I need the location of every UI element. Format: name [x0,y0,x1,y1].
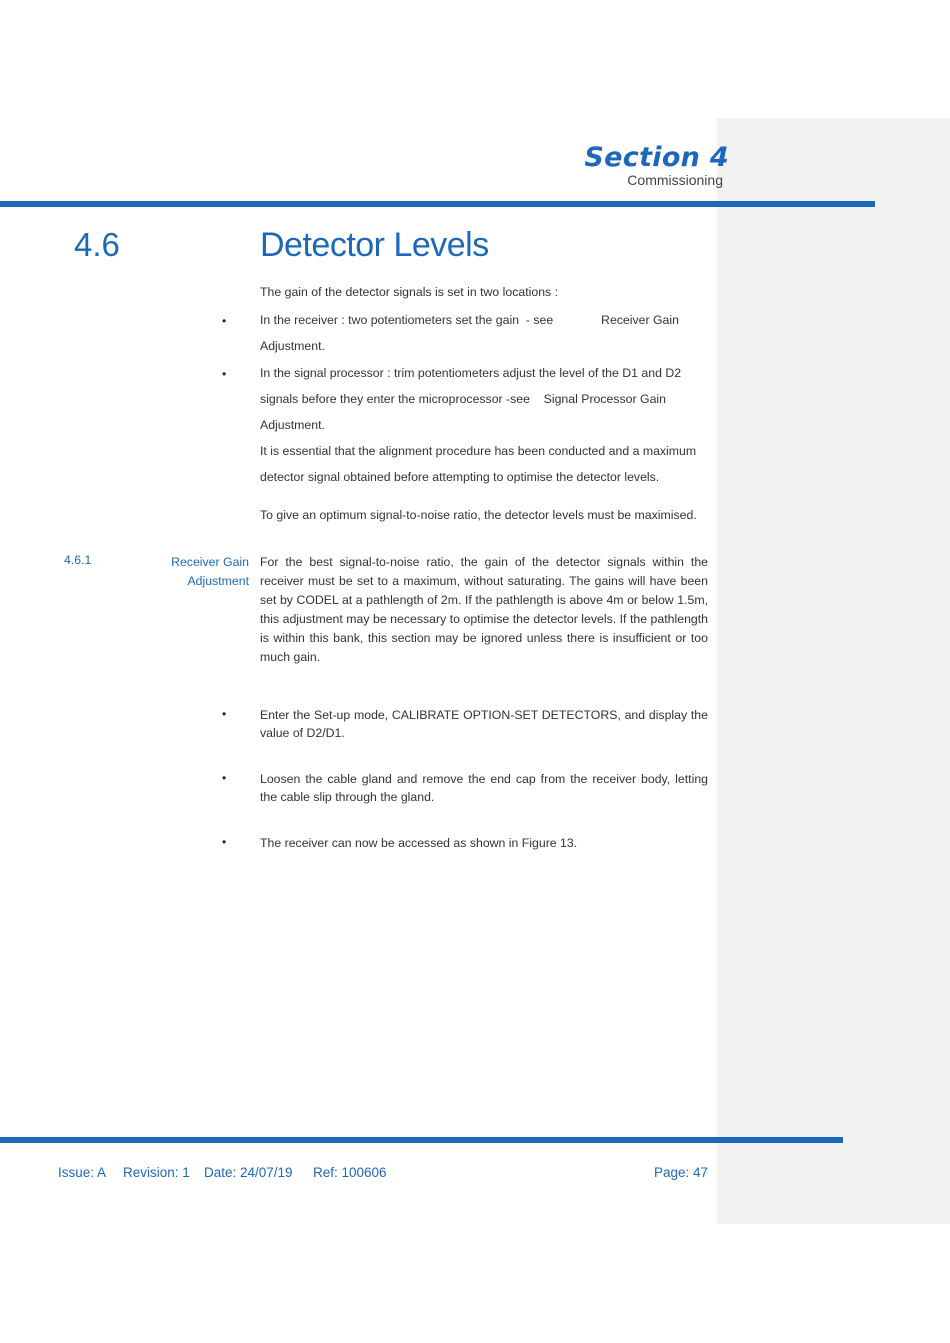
footer-rule [0,1137,843,1143]
essential-paragraph: It is essential that the alignment procedure has been conducted and a maximum detector signal obtained before attempting to optimise the detector levels. [260,444,697,484]
bullet-icon: • [222,835,227,849]
page-title: Detector Levels [260,226,489,264]
header-rule [0,201,875,207]
subsection-number: 4.6.1 [64,553,92,567]
bullet-icon: • [222,367,227,381]
bullet-line: In the receiver : two potentiometers set the gain - see Receiver Gain [260,313,679,327]
margin-panel [717,118,950,1224]
intro-text: The gain of the detector signals is set in two locations : [260,285,559,299]
section-title: Section 4 [584,142,729,173]
step-item: Enter the Set-up mode, CALIBRATE OPTION-SET DETECTORS, and display the value of D2/D1. [260,708,708,740]
subsection-paragraph: For the best signal-to-noise ratio, the gain of the detector signals within the receiver must be set to a maximum, without saturating. The gains will have been set by CODEL at a pathlength of 2m. If the pathlength is above 4m or below 1.5m, this adjustment may be necessary to optimise the detector levels. If the pathlength is within this bank, this section may be ignored unless there is insufficient or too much gain. [260,555,708,664]
bullet-icon: • [222,771,227,785]
bullet-icon: • [222,707,227,721]
bullet-receiver [260,307,708,359]
footer-revision: Revision: 1 [123,1165,190,1180]
bullet-line: Adjustment. [260,339,325,353]
bullet-line: In the signal processor : trim potentiometers adjust the level of the D1 and D2 [260,366,682,380]
step-item: The receiver can now be accessed as shown in Figure 13. [260,836,578,850]
bullet-signal-processor [260,360,708,438]
bullet-icon: • [222,314,227,328]
heading-number: 4.6 [74,226,120,263]
bullet-line: signals before they enter the microprocessor -see Signal Processor Gain [260,392,666,406]
optimum-paragraph: To give an optimum signal-to-noise ratio, the detector levels must be maximised. [260,508,697,522]
subsection-title: Receiver Gain Adjustment [171,555,249,588]
footer-page-number: Page: 47 [654,1165,709,1180]
step-item: Loosen the cable gland and remove the end cap from the receiver body, letting the cable slip through the gland. [260,772,708,804]
footer-ref: Ref: 100606 [313,1165,387,1180]
bullet-line: Adjustment. [260,418,325,432]
footer-issue: Issue: A [58,1165,107,1180]
section-subtitle: Commissioning [627,172,723,188]
footer-date: Date: 24/07/19 [204,1165,293,1180]
